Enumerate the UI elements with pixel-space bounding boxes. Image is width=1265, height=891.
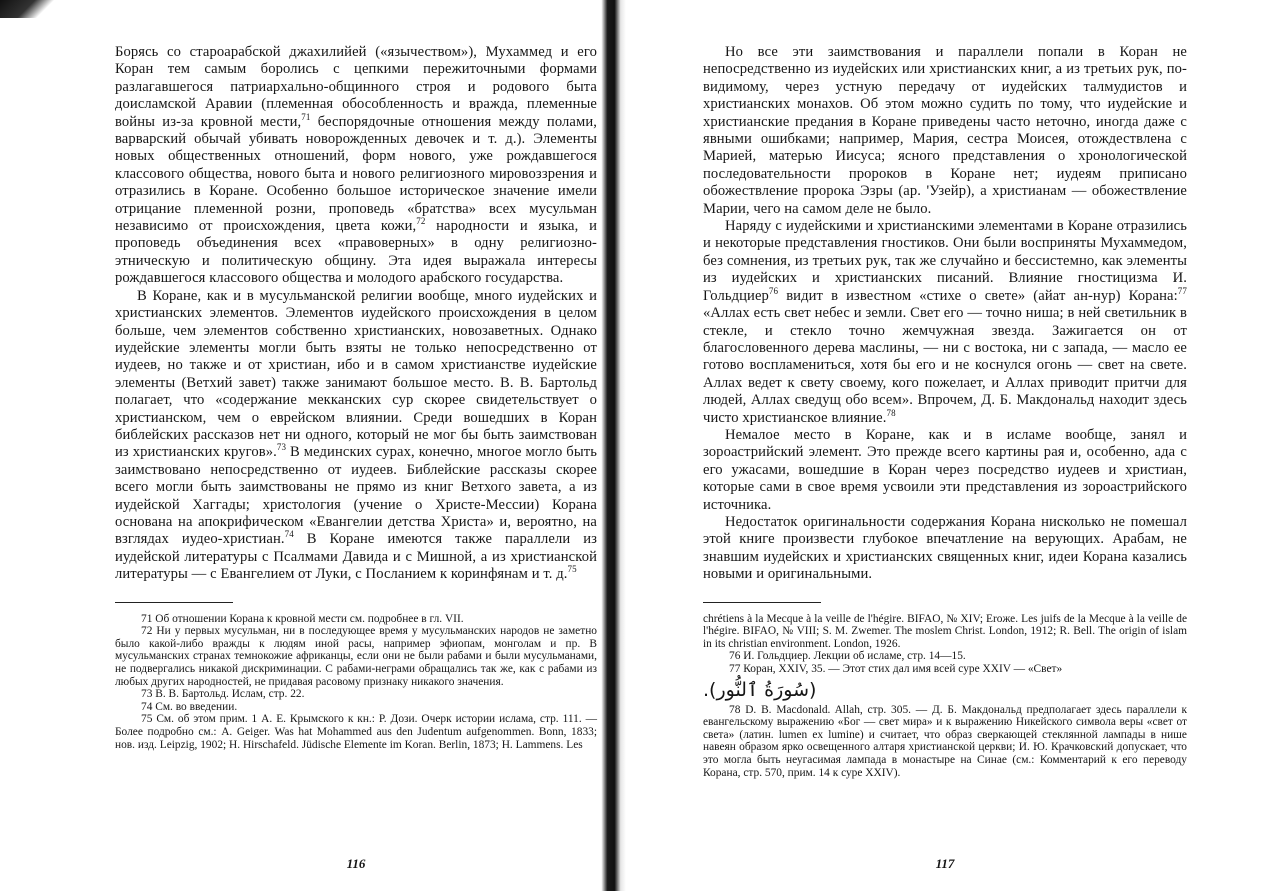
paragraph-text: В Коране, как и в мусульманской религии вообще, много иудейских и христианских элементов. Элементов иудейского происхождения в целом больше, чем элементов собственно христианских, новозаветных. Однако иудейские элементы могли быть взяты не только непосредственно от иудеев, но также и от христиан, ибо и в самом христианстве иудейские элементы (Ветхий завет) также занимают большое место. В. В. Бартольд полагает, что «содержание мекканских сур скорее свидетельствует о христианском, чем о еврейском влиянии. Среди вошедших в Коран библейских рассказов нет ни одного, который не мог бы быть заимствован из христианских кругов». <box>115 287 597 461</box>
footnote: 72 Ни у первых мусульман, ни в последующее время у мусульманских народов не заметно было какой-либо вражды к людям иной расы, например эфиопам, монголам и пр. В мусульманских странах темнокожие африканцы, если они не были рабами и были мусульманами, не подвергались никакой дискриминации. С рабами-неграми обращались так же, как с рабами из любых других народностей, не придавая расовому признаку никакого значения. <box>115 625 597 688</box>
footnote: 76 И. Гольдциер. Лекции об исламе, стр. 14—15. <box>729 650 966 663</box>
paragraph-text: народности и языка, и проповедь объединения всех «правоверных» в одну религиозно-этническую и политическую общину. Эта идея выражала интересы рождавшегося классового общества и молодого арабского государства. <box>115 218 597 287</box>
left-footnotes <box>115 613 597 752</box>
book-gutter <box>596 0 626 891</box>
paragraph-text: Наряду с иудейскими и христианскими элементами в Коране отразились и некоторые представления гностиков. Они были восприняты Мухаммедом, без сомнения, из третьих рук, так же случайно и бессистемно, как элементы из иудейских и христианских писаний. Влияние гностицизма И. Гольдциер <box>703 218 1187 304</box>
footnote-ref[interactable]: 77 <box>1177 285 1187 296</box>
paragraph: Недостаток оригинальности содержания Корана нисколько не помешал этой книге произвести глубокое впечатление на верующих. Арабам, не знавшим иудейских и христианских священных книг, идеи Корана казались новыми и оригинальными. <box>703 513 1187 583</box>
paragraph <box>115 288 597 584</box>
right-footnotes <box>703 613 1187 780</box>
footnote-ref[interactable]: 78 <box>886 407 896 418</box>
right-body <box>703 44 1187 584</box>
paragraph-text: видит в известном «стихе о свете» (айат ан-нур) Корана: <box>778 287 1178 304</box>
paragraph-text: беспорядочные отношения между полами, варварский обычай убивать новорожденных девочек и т. д.). Элементы новых общественных отношений, форм нового, уже рождавшегося классового общества, нового быта и нового религиозного мировоззрения и отразились в Коране. Особенно большое историческое значение имели отрицание племенной розни, проповедь «братства» всех мусульман независимо от происхождения, цвета кожи, <box>115 113 597 235</box>
paragraph-text: «Аллах есть свет небес и земли. Свет его — точно ниша; в ней светильник в стекле, и стекло точно жемчужная звезда. Зажигается он от благословенного дерева маслины, — ни с востока, ни с запада, — масло ее готово воспламениться, хотя бы его и не коснулся огонь — свет на свете. Аллах ведет к свету своему, кого пожелает, и Аллах приводит притчи для людей, Аллах сведущ обо всем». Впрочем, Д. Б. Макдональд находит здесь чисто христианское влияние. <box>703 305 1187 426</box>
footnote: 75 См. об этом прим. 1 А. Е. Крымского к кн.: Р. Дози. Очерк истории ислама, стр. 111. — Более подробно см.: A. Geiger. Was hat Mohammed aus den Judentum aufgenommen. Bonn, 1833; нов. изд. Leipzig, 1902; H. Hirschafeld. Jüdische Elemente im Koran. Berlin, 1873; H. Lammens. Les <box>115 713 597 751</box>
footnote: chrétiens à la Mecque à la veille de l'hégire. BIFAO, № XIV; Eroже. Les juifs de la Mecque à la veille de l'hégire. BIFAO, № VIII; S. M. Zwemer. The moslem Christ. London, 1912; R. Bell. The origin of islam in its christian environment. London, 1926. <box>703 612 1187 650</box>
footnote-ref[interactable]: 72 <box>416 216 426 227</box>
paragraph-text: В мединских сурах, конечно, многое могло быть заимствовано непосредственно от иудеев. Библейские рассказы скорее всего могли быть заимствованы не прямо из книг Ветхого завета, а из иудейской Хаггады; христология (учение о Христе-Мессии) Корана основана на апокрифическом «Евангелии детства Христа» и, вероятно, на взглядах иудео-христиан. <box>115 444 597 548</box>
paragraph: Немалое место в Коране, как и в исламе вообще, занял и зороастрийский элемент. Это прежде всего картины рая и, особенно, ада с его ужасами, вошедшие в Коран через посредство иудеев и христиан, которые сами в свое время усвоили эти представления из зороастрийского источника. <box>703 426 1187 513</box>
footnote-ref[interactable]: 73 <box>276 442 287 453</box>
paragraph-text: В Коране имеются также параллели из иудейской литературы с Псалмами Давида и с Мишной, а из христианской литературы — с Евангелием от Луки, с Посланием к коринфянам и т. д. <box>115 531 597 583</box>
page-number: 117 <box>935 856 955 871</box>
left-page <box>115 40 597 880</box>
paragraph <box>703 218 1187 427</box>
paragraph <box>115 44 597 288</box>
paragraph: Но все эти заимствования и параллели попали в Коран не непосредственно из иудейских или христианских книг, а из третьих рук, по-видимому, через устную передачу от иудейских талмудистов и христианских монахов. Об этом можно судить по тому, что иудейские и христианские предания в Коране приведены часто неточно, иногда даже с явными ошибками; например, Мария, сестра Моисея, отождествлена с Марией, матерью Иисуса; ясного представления о хронологической последовательности пророков в Коране нет; иудеям приписано обожествление пророка Эзры (ар. 'Узейр), а христианам — обожествление Марии, чего на самом деле не было. <box>703 44 1187 217</box>
right-page <box>703 40 1187 880</box>
footnote-ref[interactable]: 76 <box>768 285 779 296</box>
left-body <box>115 44 597 584</box>
footnote-divider <box>115 602 233 603</box>
paragraph-text: Борясь со староарабской джахилийей («язычеством»), Мухаммед и его Коран тем самым боролись с цепкими пережиточными формами разлагавшегося патриархально-общинного строя и родового быта доисламской Аравии (племенная обособленность и вражда, племенные войны из-за кровной мести, <box>115 44 597 130</box>
arabic-sura-title: (سُورَةُ ٱلنُّور). <box>703 678 817 701</box>
footnote-ref[interactable]: 74 <box>284 529 294 540</box>
footnote-ref[interactable]: 71 <box>301 111 311 122</box>
footnote: 74 См. во введении. <box>141 700 238 713</box>
footnote-divider <box>703 602 821 603</box>
footnote-ref[interactable]: 75 <box>567 564 577 575</box>
footnote: 73 В. В. Бартольд. Ислам, стр. 22. <box>141 688 305 701</box>
page-number: 116 <box>346 856 366 871</box>
footnote: 71 Об отношении Корана к кровной мести см. подробнее в гл. VII. <box>141 612 464 625</box>
scan-shadow <box>0 0 60 18</box>
footnote: 77 Коран, XXIV, 35. — Этот стих дал имя всей суре XXIV — «Свет» <box>729 662 1063 675</box>
footnote: 78 D. B. Macdonald. Allah, стр. 305. — Д. Б. Макдональд предполагает здесь параллели к евангельскому выражению «Бог — свет мира» и к выражению Никейского символа веры «свет от света» (латин. lumen ex lumine) и считает, что образ сверкающей стеклянной лампады в нише навеян образом ярко освещенного алтаря христианской церкви; И. Ю. Крачковский допускает, что это могла быть неугасимая лампада в монастыре на Синае (см.: Комментарий к его переводу Корана, стр. 570, прим. 14 к суре XXIV). <box>703 703 1187 779</box>
